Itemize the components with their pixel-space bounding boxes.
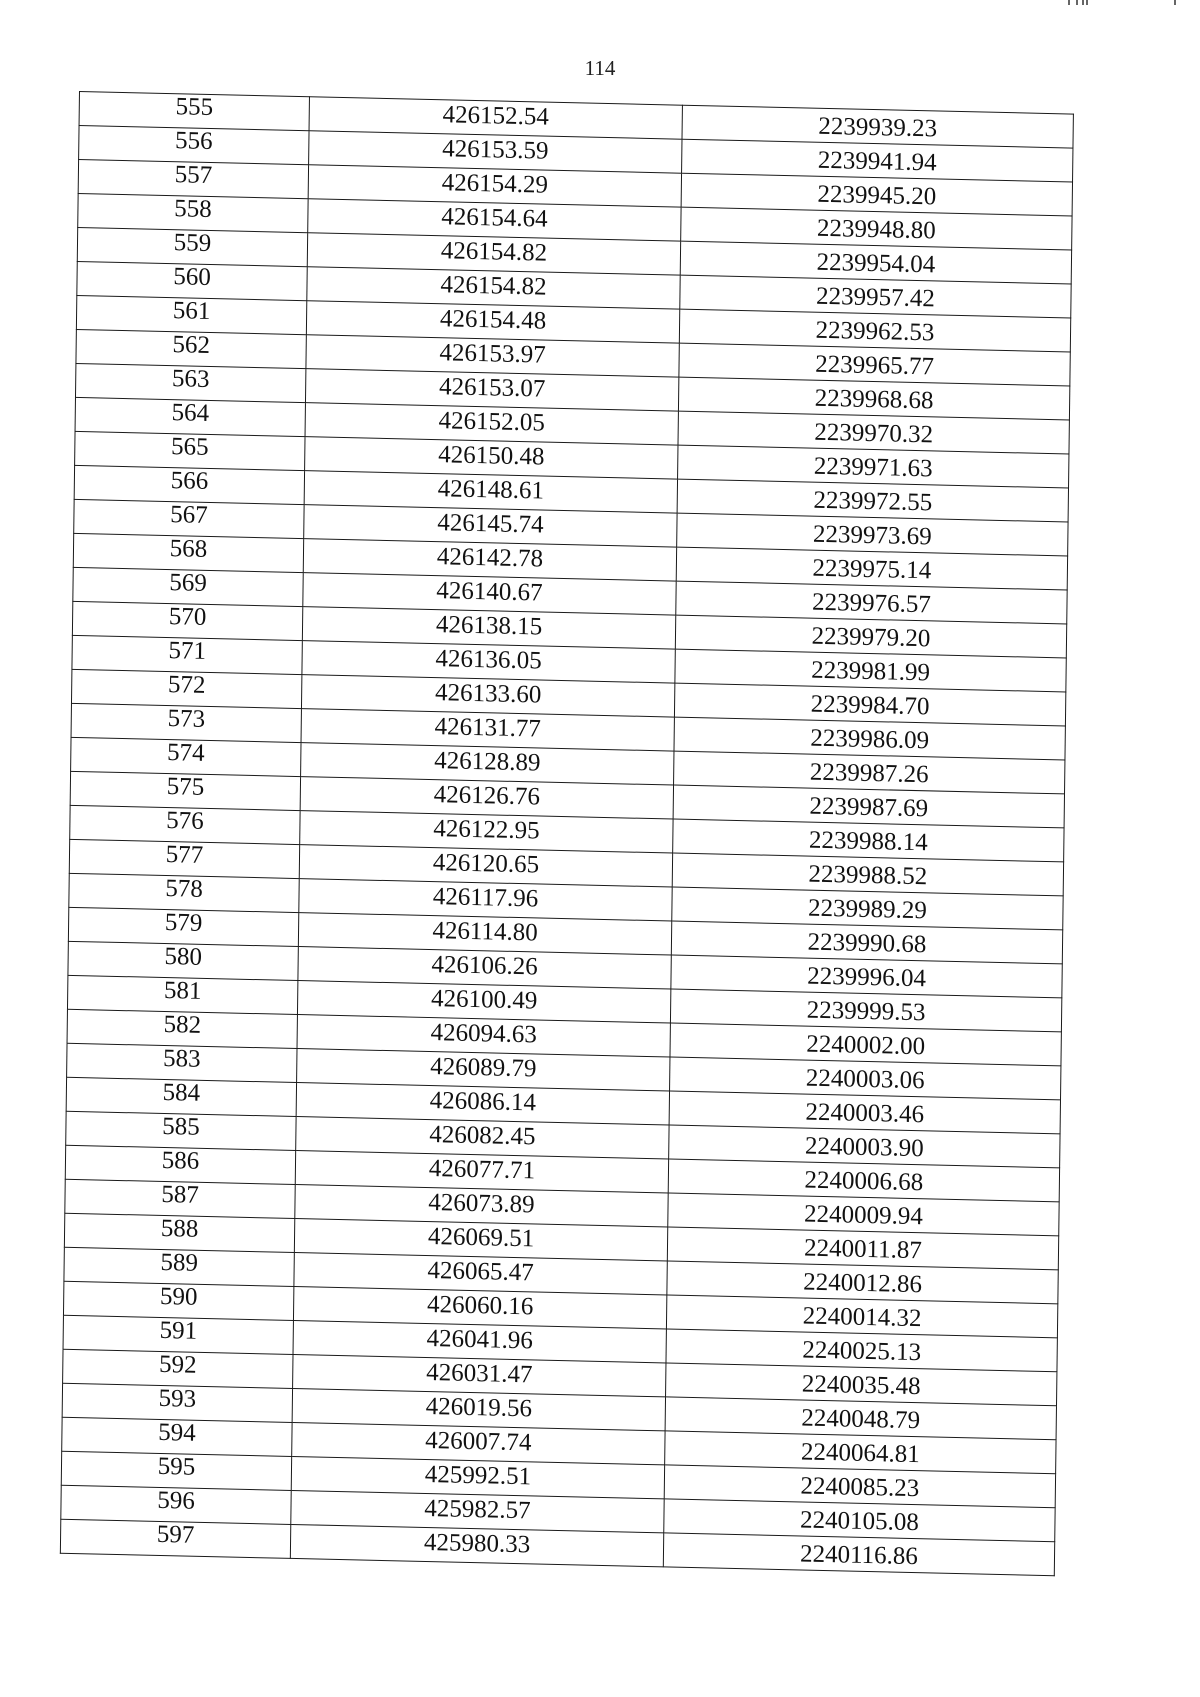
x-coordinate-cell: 426073.89 (295, 1184, 668, 1226)
point-number-cell: 589 (64, 1247, 294, 1286)
y-coordinate-cell: 2240003.06 (670, 1057, 1061, 1100)
point-number-cell: 576 (70, 805, 300, 844)
x-coordinate-cell: 425980.33 (290, 1524, 663, 1566)
point-number-cell: 569 (73, 567, 303, 606)
point-number-cell: 588 (64, 1213, 294, 1252)
y-coordinate-cell: 2240035.48 (666, 1363, 1057, 1406)
y-coordinate-cell: 2239987.69 (673, 785, 1064, 828)
y-coordinate-cell: 2239990.68 (671, 921, 1062, 964)
y-coordinate-cell: 2239979.20 (675, 615, 1066, 658)
y-coordinate-cell: 2240025.13 (666, 1329, 1057, 1372)
point-number-cell: 556 (79, 126, 309, 165)
x-coordinate-cell: 426100.49 (297, 981, 670, 1023)
point-number-cell: 581 (67, 975, 297, 1014)
y-coordinate-cell: 2239996.04 (671, 955, 1062, 998)
x-coordinate-cell: 426060.16 (293, 1286, 666, 1328)
x-coordinate-cell: 426154.48 (306, 301, 679, 343)
y-coordinate-cell: 2240003.46 (669, 1091, 1060, 1134)
point-number-cell: 573 (71, 703, 301, 742)
x-coordinate-cell: 426041.96 (293, 1320, 666, 1362)
x-coordinate-cell: 426154.29 (308, 165, 681, 207)
point-number-cell: 575 (70, 771, 300, 810)
point-number-cell: 558 (78, 193, 308, 232)
x-coordinate-cell: 426152.05 (305, 403, 678, 445)
point-number-cell: 563 (75, 363, 305, 402)
y-coordinate-cell: 2240002.00 (670, 1023, 1061, 1066)
point-number-cell: 586 (65, 1145, 295, 1184)
y-coordinate-cell: 2240009.94 (668, 1193, 1059, 1236)
point-number-cell: 580 (68, 941, 298, 980)
point-number-cell: 578 (69, 873, 299, 912)
y-coordinate-cell: 2239999.53 (670, 989, 1061, 1032)
x-coordinate-cell: 426145.74 (304, 505, 677, 547)
x-coordinate-cell: 426128.89 (301, 743, 674, 785)
point-number-cell: 564 (75, 397, 305, 436)
y-coordinate-cell: 2239965.77 (679, 343, 1070, 386)
x-coordinate-cell: 426007.74 (292, 1422, 665, 1464)
point-number-cell: 574 (71, 737, 301, 776)
y-coordinate-cell: 2239941.94 (682, 139, 1073, 182)
y-coordinate-cell: 2239970.32 (678, 411, 1069, 454)
point-number-cell: 584 (66, 1077, 296, 1116)
point-number-cell: 557 (78, 159, 308, 198)
y-coordinate-cell: 2239986.09 (674, 717, 1065, 760)
x-coordinate-cell: 426019.56 (292, 1388, 665, 1430)
y-coordinate-cell: 2240003.90 (669, 1125, 1060, 1168)
x-coordinate-cell: 426154.82 (307, 267, 680, 309)
point-number-cell: 561 (76, 295, 306, 334)
y-coordinate-cell: 2240085.23 (664, 1465, 1055, 1508)
x-coordinate-cell: 426089.79 (297, 1049, 670, 1091)
x-coordinate-cell: 426154.82 (307, 233, 680, 275)
point-number-cell: 577 (69, 839, 299, 878)
x-coordinate-cell: 426086.14 (296, 1083, 669, 1125)
x-coordinate-cell: 426150.48 (305, 437, 678, 479)
y-coordinate-cell: 2239945.20 (681, 173, 1072, 216)
x-coordinate-cell: 426065.47 (294, 1252, 667, 1294)
x-coordinate-cell: 426120.65 (299, 845, 672, 887)
y-coordinate-cell: 2240011.87 (667, 1227, 1058, 1270)
y-coordinate-cell: 2239948.80 (681, 207, 1072, 250)
point-number-cell: 592 (63, 1349, 293, 1388)
x-coordinate-cell: 426077.71 (295, 1151, 668, 1193)
y-coordinate-cell: 2239988.52 (672, 853, 1063, 896)
x-coordinate-cell: 426031.47 (293, 1354, 666, 1396)
x-coordinate-cell: 426153.59 (309, 131, 682, 173)
point-number-cell: 587 (65, 1179, 295, 1218)
y-coordinate-cell: 2239973.69 (677, 513, 1068, 556)
point-number-cell: 579 (68, 907, 298, 946)
y-coordinate-cell: 2239988.14 (673, 819, 1064, 862)
table-container (60, 91, 1073, 1576)
point-number-cell: 560 (77, 261, 307, 300)
x-coordinate-cell: 425982.57 (291, 1490, 664, 1532)
coordinate-table (60, 91, 1074, 1576)
x-coordinate-cell: 426154.64 (308, 199, 681, 241)
x-coordinate-cell: 426153.07 (305, 369, 678, 411)
y-coordinate-cell: 2239984.70 (674, 683, 1065, 726)
x-coordinate-cell: 426126.76 (300, 777, 673, 819)
point-number-cell: 596 (61, 1485, 291, 1524)
y-coordinate-cell: 2240116.86 (663, 1533, 1054, 1576)
x-coordinate-cell: 425992.51 (291, 1456, 664, 1498)
x-coordinate-cell: 426131.77 (301, 709, 674, 751)
y-coordinate-cell: 2240048.79 (665, 1397, 1056, 1440)
x-coordinate-cell: 426152.54 (309, 97, 682, 139)
x-coordinate-cell: 426106.26 (298, 947, 671, 989)
page-number: 114 (584, 56, 616, 80)
point-number-cell: 565 (75, 431, 305, 470)
y-coordinate-cell: 2239971.63 (678, 445, 1069, 488)
y-coordinate-cell: 2240012.86 (667, 1261, 1058, 1304)
x-coordinate-cell: 426140.67 (303, 573, 676, 615)
x-coordinate-cell: 426094.63 (297, 1015, 670, 1057)
point-number-cell: 572 (71, 669, 301, 708)
coordinate-table-body (60, 92, 1073, 1576)
point-number-cell: 591 (63, 1315, 293, 1354)
x-coordinate-cell: 426142.78 (303, 539, 676, 581)
point-number-cell: 555 (79, 92, 309, 131)
x-coordinate-cell: 426148.61 (304, 471, 677, 513)
point-number-cell: 562 (76, 329, 306, 368)
point-number-cell: 570 (72, 601, 302, 640)
y-coordinate-cell: 2239954.04 (680, 241, 1071, 284)
point-number-cell: 593 (62, 1383, 292, 1422)
y-coordinate-cell: 2239989.29 (672, 887, 1063, 930)
point-number-cell: 594 (62, 1417, 292, 1456)
y-coordinate-cell: 2239976.57 (676, 581, 1067, 624)
x-coordinate-cell: 426069.51 (294, 1218, 667, 1260)
y-coordinate-cell: 2240064.81 (665, 1431, 1056, 1474)
point-number-cell: 559 (77, 227, 307, 266)
x-coordinate-cell: 426138.15 (302, 607, 675, 649)
point-number-cell: 571 (72, 635, 302, 674)
y-coordinate-cell: 2239975.14 (676, 547, 1067, 590)
point-number-cell: 568 (73, 533, 303, 572)
x-coordinate-cell: 426153.97 (306, 335, 679, 377)
x-coordinate-cell: 426136.05 (302, 641, 675, 683)
x-coordinate-cell: 426114.80 (298, 913, 671, 955)
x-coordinate-cell: 426133.60 (301, 675, 674, 717)
point-number-cell: 595 (61, 1451, 291, 1490)
scan-corner-mark (1068, 0, 1178, 6)
point-number-cell: 597 (60, 1519, 290, 1558)
y-coordinate-cell: 2239939.23 (682, 105, 1073, 148)
point-number-cell: 582 (67, 1009, 297, 1048)
x-coordinate-cell: 426122.95 (300, 811, 673, 853)
y-coordinate-cell: 2240006.68 (668, 1159, 1059, 1202)
point-number-cell: 566 (74, 465, 304, 504)
y-coordinate-cell: 2239987.26 (674, 751, 1065, 794)
y-coordinate-cell: 2239968.68 (678, 377, 1069, 420)
y-coordinate-cell: 2240014.32 (666, 1295, 1057, 1338)
y-coordinate-cell: 2239981.99 (675, 649, 1066, 692)
y-coordinate-cell: 2239962.53 (679, 309, 1070, 352)
y-coordinate-cell: 2239957.42 (680, 275, 1071, 318)
y-coordinate-cell: 2240105.08 (664, 1499, 1055, 1542)
point-number-cell: 583 (67, 1043, 297, 1082)
point-number-cell: 590 (63, 1281, 293, 1320)
y-coordinate-cell: 2239972.55 (677, 479, 1068, 522)
point-number-cell: 567 (74, 499, 304, 538)
x-coordinate-cell: 426082.45 (296, 1117, 669, 1159)
x-coordinate-cell: 426117.96 (299, 879, 672, 921)
point-number-cell: 585 (66, 1111, 296, 1150)
